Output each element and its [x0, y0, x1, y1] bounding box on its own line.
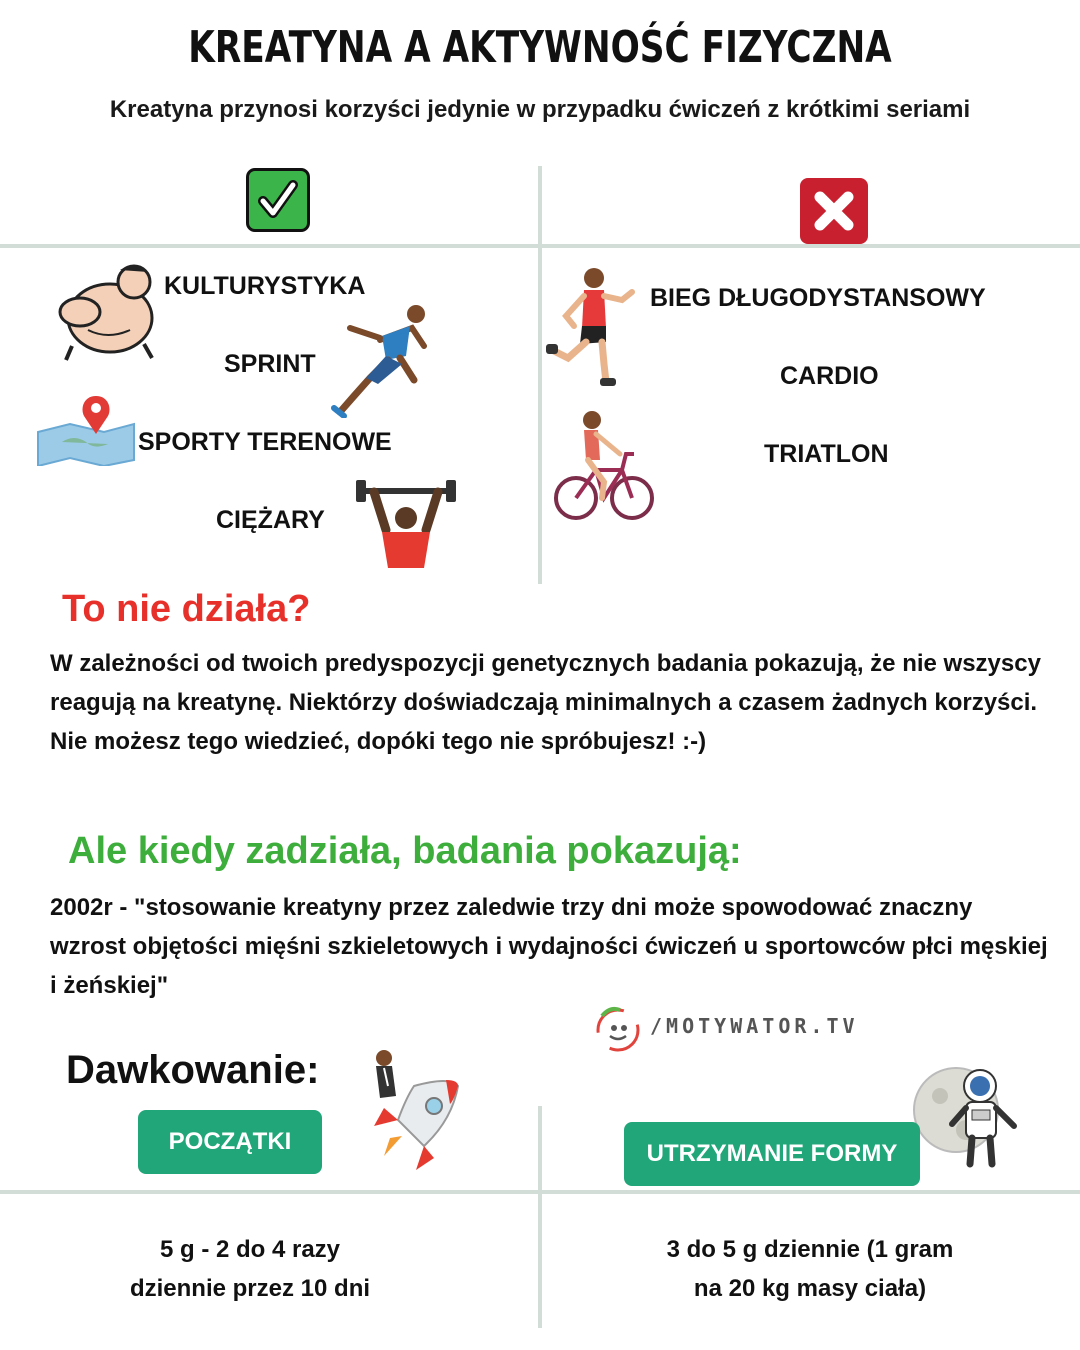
page-subtitle: Kreatyna przynosi korzyści jedynie w przypadku ćwiczeń z krótkimi seriami	[109, 96, 971, 123]
research-heading: Ale kiedy zadziała, badania pokazują:	[68, 830, 742, 872]
cross-icon	[800, 178, 868, 244]
motywator-logo-icon	[592, 1004, 644, 1054]
bad-sport-1: BIEG DŁUGODYSTANSOWY	[650, 284, 986, 312]
start-pill: POCZĄTKI	[138, 1110, 322, 1174]
start-dose-text	[0, 1230, 500, 1308]
start-dose-line-2: dziennie przez 10 dni	[129, 1275, 371, 1302]
header-divider-top	[0, 244, 1080, 248]
page-title: KREATYNA A AKTYWNOŚĆ FIZYCZNA	[188, 22, 892, 73]
runner-icon	[544, 264, 638, 388]
start-dose-line-1: 5 g - 2 do 4 razy	[159, 1236, 341, 1263]
check-icon	[246, 168, 310, 232]
column-divider-top	[538, 166, 542, 584]
cyclist-icon	[552, 410, 656, 524]
good-sport-2: SPRINT	[224, 350, 316, 378]
dosage-heading: Dawkowanie:	[66, 1048, 320, 1092]
maintain-pill: UTRZYMANIE FORMY	[624, 1122, 920, 1186]
bad-sport-2: CARDIO	[780, 362, 879, 390]
good-sport-3: SPORTY TERENOWE	[138, 428, 392, 456]
rocket-icon	[354, 1046, 464, 1174]
good-sport-4: CIĘŻARY	[216, 506, 325, 534]
sprinter-icon	[330, 300, 446, 418]
not-working-text: W zależności od twoich predyspozycji genetycznych badania pokazują, że nie wszyscy reagują na kreatynę. Niektórzy doświadczają minimalnych a czasem żadnych korzyści. Nie możesz tego wiedzieć, dopóki tego nie spróbujesz! :-)	[50, 650, 1041, 755]
column-divider-bottom	[538, 1106, 542, 1328]
bodybuilder-icon	[48, 260, 168, 364]
not-working-heading: To nie działa?	[62, 588, 311, 630]
bad-sport-3: TRIATLON	[764, 440, 889, 468]
motywator-logo-text: /MOTYWATOR.TV	[650, 1014, 859, 1038]
maintain-dose-line-2: na 20 kg masy ciała)	[693, 1275, 927, 1302]
astronaut-moon-icon	[910, 1060, 1030, 1180]
map-pin-icon	[34, 394, 138, 466]
maintain-dose-line-1: 3 do 5 g dziennie (1 gram	[666, 1236, 954, 1263]
weightlifter-icon	[352, 480, 460, 568]
maintain-dose-text	[560, 1230, 1060, 1308]
good-sport-1: KULTURYSTYKA	[164, 272, 366, 300]
research-text: 2002r - "stosowanie kreatyny przez zaledwie trzy dni może spowodować znaczny wzrost objętości mięśni szkieletowych i wydajności ćwiczeń u sportowców płci męskiej i żeńskiej"	[50, 894, 1048, 999]
